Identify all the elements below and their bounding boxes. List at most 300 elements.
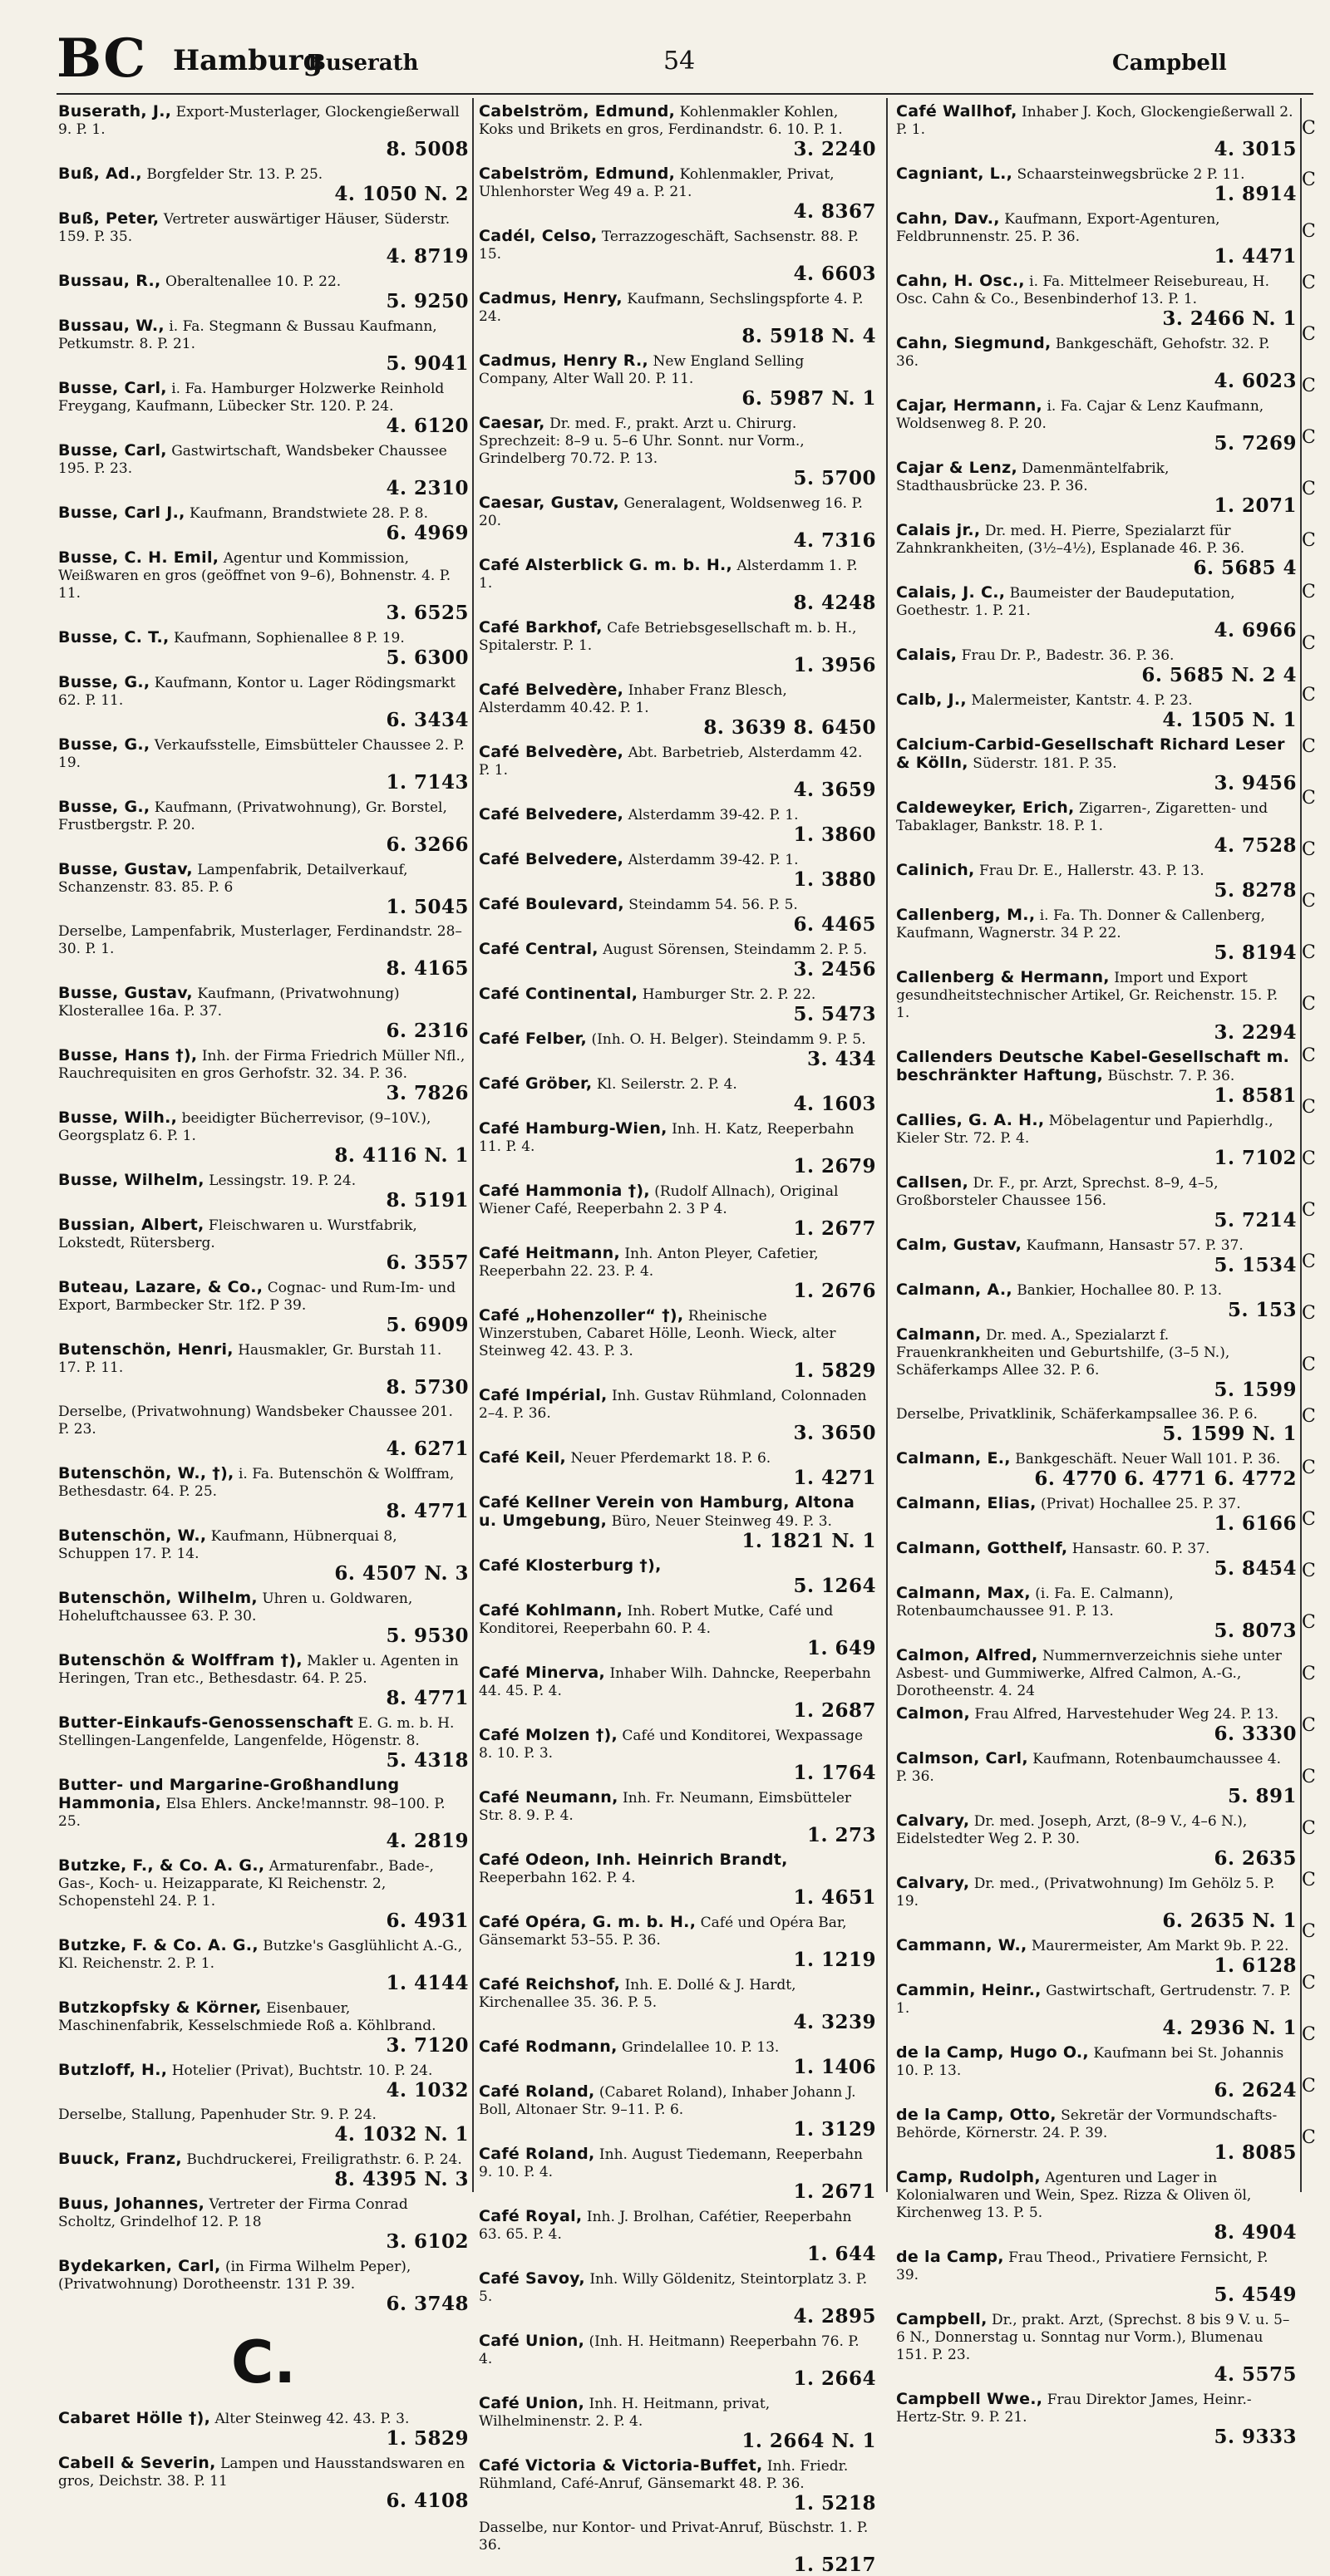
edge-letter: C bbox=[1302, 479, 1316, 499]
entry-text bbox=[479, 1030, 876, 1049]
entry-text bbox=[479, 1602, 876, 1638]
directory-entry bbox=[896, 1585, 1297, 1642]
entry-name: Butzkopfsky & Körner, bbox=[58, 1998, 262, 2017]
entry-name: Cagniant, L., bbox=[896, 165, 1013, 183]
entry-text bbox=[896, 584, 1297, 620]
phone-number: 1. 1219 bbox=[793, 1949, 876, 1971]
entry-text bbox=[58, 1172, 469, 1190]
directory-entry bbox=[58, 1857, 469, 1932]
entry-name: Café Belvedère, bbox=[479, 743, 624, 761]
entry-name: Busse, Carl J., bbox=[58, 504, 185, 522]
directory-entry bbox=[479, 1976, 876, 2033]
phone-number: 5. 5473 bbox=[793, 1003, 876, 1025]
entry-name: Calais jr., bbox=[896, 521, 981, 539]
phone-number: 4. 1032 N. 1 bbox=[334, 2123, 469, 2146]
phone-number: 1. 7102 bbox=[1214, 1147, 1297, 1169]
directory-entry bbox=[58, 629, 469, 669]
entry-text bbox=[58, 2107, 469, 2124]
entry-name: Calmann, bbox=[896, 1325, 982, 1344]
entry-text bbox=[479, 1914, 876, 1949]
entry-text bbox=[479, 290, 876, 326]
entry-details: Büro, Neuer Steinweg 49. P. 3. bbox=[611, 1513, 832, 1530]
entry-details: Inh. Friedr. Rühmland, Café-Anruf, Gänsemarkt 48. P. 36. bbox=[479, 2458, 849, 2492]
phone-number: 1. 3129 bbox=[793, 2118, 876, 2141]
directory-entry bbox=[58, 165, 469, 205]
phone-number: 8. 4248 bbox=[793, 592, 876, 614]
entry-name: Calmann, A., bbox=[896, 1281, 1012, 1299]
column-divider bbox=[472, 98, 474, 2192]
entry-text bbox=[58, 273, 469, 291]
entry-text bbox=[896, 1705, 1297, 1723]
entry-details: Bankgeschäft, Gehofstr. 32. P. 36. bbox=[896, 336, 1270, 370]
directory-entry bbox=[479, 1557, 876, 1597]
entry-name: Callenberg & Hermann, bbox=[896, 968, 1110, 986]
entry-name: Café Barkhof, bbox=[479, 618, 603, 637]
entry-name: Café Keil, bbox=[479, 1448, 567, 1467]
entry-name: Cabelström, Edmund, bbox=[479, 165, 676, 183]
entry-name: Caesar, Gustav, bbox=[479, 494, 620, 512]
entry-details: Kaufmann, Hansastr 57. P. 37. bbox=[1026, 1237, 1244, 1254]
entry-text bbox=[479, 2457, 876, 2493]
directory-entry bbox=[896, 1540, 1297, 1580]
entry-name: Café Union, bbox=[479, 2394, 585, 2412]
phone-number: 6. 5987 N. 1 bbox=[741, 387, 876, 410]
phone-number: 5. 7269 bbox=[1214, 432, 1297, 455]
entry-details: (in Firma Wilhelm Peper), (Privatwohnung) Dorotheenstr. 131 P. 39. bbox=[58, 2259, 411, 2293]
entry-name: de la Camp, Otto, bbox=[896, 2106, 1057, 2124]
directory-entry bbox=[896, 2107, 1297, 2164]
phone-number: 1. 644 bbox=[806, 2243, 876, 2265]
entry-text bbox=[896, 165, 1297, 184]
entry-name: Cadmus, Henry R., bbox=[479, 351, 649, 370]
entry-name: Butenschön & Wolffram †), bbox=[58, 1651, 303, 1669]
phone-number: 3. 6102 bbox=[386, 2230, 469, 2253]
entry-text bbox=[896, 907, 1297, 942]
directory-entry bbox=[896, 1495, 1297, 1535]
phone-number: 5. 9041 bbox=[386, 352, 469, 375]
entry-text bbox=[479, 1494, 876, 1531]
entry-text bbox=[58, 1777, 469, 1831]
phone-number: 1. 3956 bbox=[793, 654, 876, 676]
entry-details: Lampen und Hausstandswaren en gros, Deichstr. 38. P. 11 bbox=[58, 2456, 466, 2490]
edge-letter: C bbox=[1302, 1921, 1316, 1942]
entry-name: Cajar & Lenz, bbox=[896, 459, 1017, 477]
edge-letter: C bbox=[1302, 1664, 1316, 1684]
entry-name: Café Victoria & Victoria-Buffet, bbox=[479, 2456, 763, 2475]
edge-letter: C bbox=[1302, 1767, 1316, 1787]
page-number: 54 bbox=[663, 47, 696, 76]
directory-entry bbox=[479, 1914, 876, 1971]
phone-number: 1. 5829 bbox=[386, 2427, 469, 2450]
phone-number: 8. 5008 bbox=[386, 138, 469, 160]
directory-entry bbox=[896, 522, 1297, 579]
entry-details: Agenturen und Lager in Kolonialwaren und Wein, Spez. Rizza & Oliven öl, Kirchenweg 13. P. 5. bbox=[896, 2170, 1252, 2221]
entry-name: Butenschön, W., †), bbox=[58, 1464, 234, 1482]
entry-details: Abt. Barbetrieb, Alsterdamm 42. P. 1. bbox=[479, 745, 863, 779]
entry-text bbox=[896, 1750, 1297, 1786]
directory-entry bbox=[58, 674, 469, 731]
directory-entry bbox=[896, 1647, 1297, 1700]
directory-entry bbox=[58, 380, 469, 437]
entry-name: Calmon, bbox=[896, 1704, 970, 1723]
entry-name: Butter-Einkaufs-Genossenschaft bbox=[58, 1713, 354, 1732]
phone-number: 6. 3748 bbox=[386, 2293, 469, 2315]
entry-text bbox=[896, 1236, 1297, 1255]
entry-text bbox=[58, 2151, 469, 2169]
entry-details: Inh. E. Dollé & J. Hardt, Kirchenallee 35. 36. P. 5. bbox=[479, 1977, 796, 2011]
phone-number: 8. 4904 bbox=[1214, 2221, 1297, 2244]
directory-entry bbox=[58, 985, 469, 1042]
phone-number: 4. 2310 bbox=[386, 477, 469, 499]
entry-details: Terrazzogeschäft, Sachsenstr. 88. P. 15. bbox=[479, 229, 860, 263]
entry-details: Dr. F., pr. Arzt, Sprechst. 8–9, 4–5, Großborsteler Chaussee 156. bbox=[896, 1175, 1219, 1209]
directory-entry bbox=[479, 2270, 876, 2328]
phone-number: 8. 5918 N. 4 bbox=[741, 325, 876, 347]
entry-text bbox=[896, 2107, 1297, 2142]
directory-entry bbox=[58, 1341, 469, 1399]
directory-entry bbox=[58, 273, 469, 312]
entry-text bbox=[896, 1875, 1297, 1910]
directory-entry bbox=[58, 1172, 469, 1212]
phone-number: 4. 8367 bbox=[793, 200, 876, 223]
phone-number: 5. 1264 bbox=[793, 1575, 876, 1597]
phone-number: 6. 3557 bbox=[386, 1251, 469, 1274]
entry-text bbox=[896, 1937, 1297, 1955]
entry-details: Café und Opéra Bar, Gänsemarkt 53–55. P. 36. bbox=[479, 1915, 847, 1949]
directory-entry bbox=[896, 2044, 1297, 2102]
phone-number: 5. 9250 bbox=[386, 290, 469, 312]
entry-name: Busse, Wilh., bbox=[58, 1109, 178, 1127]
entry-details: Dr. med. F., prakt. Arzt u. Chirurg. Sprechzeit: 8–9 u. 5–6 Uhr. Sonnt. nur Vorm., Grindelberg 70.72. P. 13. bbox=[479, 415, 805, 467]
phone-number: 1. 2664 N. 1 bbox=[741, 2430, 876, 2452]
phone-number: 5. 7214 bbox=[1214, 1209, 1297, 1231]
entry-details: Kohlenmakler Kohlen, Koks und Brikets en gros, Ferdinandstr. 6. 10. P. 1. bbox=[479, 104, 843, 138]
phone-number: 8. 4165 bbox=[386, 957, 469, 980]
entry-text bbox=[58, 674, 469, 710]
edge-letter: C bbox=[1302, 427, 1316, 448]
entry-name: Bydekarken, Carl, bbox=[58, 2257, 221, 2275]
entry-details: New England Selling Company, Alter Wall 20. P. 11. bbox=[479, 353, 805, 387]
entry-text bbox=[479, 744, 876, 779]
entry-name: Calvary, bbox=[896, 1874, 970, 1892]
phone-number: 1. 2664 bbox=[793, 2367, 876, 2390]
entry-details: (Rudolf Allnach), Original Wiener Café, Reeperbahn 2. 3 P 4. bbox=[479, 1183, 839, 1217]
phone-number: 5. 1599 bbox=[1214, 1379, 1297, 1401]
phone-number: 1. 8581 bbox=[1214, 1084, 1297, 1107]
entry-text bbox=[58, 1652, 469, 1688]
phone-number: 3. 7826 bbox=[386, 1082, 469, 1104]
directory-entry bbox=[58, 1527, 469, 1585]
entry-text bbox=[479, 2038, 876, 2057]
entry-text bbox=[479, 1075, 876, 1094]
entry-text bbox=[58, 103, 469, 139]
entry-details: Derselbe, Stallung, Papenhuder Str. 9. P. 24. bbox=[58, 2107, 377, 2123]
directory-entry bbox=[58, 799, 469, 856]
phone-number: 8. 4116 N. 1 bbox=[334, 1144, 469, 1167]
entry-details: Bankier, Hochallee 80. P. 13. bbox=[1017, 1282, 1223, 1299]
phone-number: 1. 1764 bbox=[793, 1762, 876, 1784]
entry-details: Inh. Fr. Neumann, Eimsbütteler Str. 8. 9. P. 4. bbox=[479, 1790, 852, 1824]
entry-text bbox=[479, 165, 876, 201]
entry-details: Oberaltenallee 10. P. 22. bbox=[165, 273, 342, 290]
directory-entry bbox=[896, 273, 1297, 330]
entry-name: Bussau, W., bbox=[58, 317, 165, 335]
directory-entry bbox=[58, 1465, 469, 1522]
entry-text bbox=[479, 1245, 876, 1281]
entry-name: Butzke, F. & Co. A. G., bbox=[58, 1936, 259, 1954]
entry-details: Hotelier (Privat), Buchtstr. 10. P. 24. bbox=[171, 2062, 433, 2079]
directory-entry bbox=[896, 165, 1297, 205]
entry-name: Cadmus, Henry, bbox=[479, 289, 623, 307]
edge-letter: C bbox=[1302, 376, 1316, 396]
phone-number: 6. 2635 N. 1 bbox=[1162, 1910, 1297, 1932]
entry-details: Generalagent, Woldsenweg 16. P. 20. bbox=[479, 495, 863, 529]
phone-number: 6. 4969 bbox=[386, 522, 469, 544]
phone-number: 5. 6300 bbox=[386, 646, 469, 669]
entry-name: Cabaret Hölle †), bbox=[58, 2409, 211, 2427]
entry-details: i. Fa. Hamburger Holzwerke Reinhold Freygang, Kaufmann, Lübecker Str. 120. P. 24. bbox=[58, 381, 445, 415]
phone-number: 6. 3330 bbox=[1214, 1723, 1297, 1745]
entry-text bbox=[58, 861, 469, 897]
phone-number: 6. 4507 N. 3 bbox=[334, 1562, 469, 1585]
phone-number: 8. 4771 bbox=[386, 1500, 469, 1522]
header-rule bbox=[57, 93, 1313, 95]
directory-entry bbox=[58, 1714, 469, 1772]
phone-number: 1. 5829 bbox=[793, 1359, 876, 1382]
phone-number: 4. 6271 bbox=[386, 1438, 469, 1460]
phone-number: 3. 434 bbox=[806, 1048, 876, 1070]
directory-entry bbox=[896, 584, 1297, 642]
entry-text bbox=[58, 985, 469, 1020]
section-initials: BC bbox=[57, 27, 147, 90]
entry-text bbox=[896, 1585, 1297, 1620]
directory-entry bbox=[896, 1705, 1297, 1745]
phone-number: 1. 4651 bbox=[793, 1886, 876, 1909]
directory-entry bbox=[479, 744, 876, 801]
phone-number: 8. 4395 N. 3 bbox=[334, 2168, 469, 2190]
edge-letter: C bbox=[1302, 530, 1316, 551]
phone-number: 6. 4108 bbox=[386, 2490, 469, 2512]
entry-text bbox=[479, 415, 876, 468]
entry-details: Vertreter auswärtiger Häuser, Süderstr. 159. P. 35. bbox=[58, 211, 451, 245]
phone-number: 4. 7316 bbox=[793, 529, 876, 552]
directory-entry bbox=[479, 290, 876, 347]
entry-text bbox=[58, 210, 469, 246]
entry-name: Butenschön, Wilhelm, bbox=[58, 1589, 258, 1607]
entry-text bbox=[58, 1527, 469, 1563]
entry-details: Gastwirtschaft, Wandsbeker Chaussee 195. P. 23. bbox=[58, 443, 447, 477]
phone-number: 3. 2466 N. 1 bbox=[1162, 307, 1297, 330]
edge-letter: C bbox=[1302, 221, 1316, 242]
phone-number: 3. 7120 bbox=[386, 2034, 469, 2057]
edge-letter: C bbox=[1302, 1561, 1316, 1581]
entry-name: Butzke, F., & Co. A. G., bbox=[58, 1856, 265, 1875]
phone-number: 1. 2671 bbox=[793, 2180, 876, 2203]
entry-details: Inh. der Firma Friedrich Müller Nfl., Rauchrequisiten en gros Gerhofstr. 32. 34. P. 36. bbox=[58, 1048, 466, 1082]
entry-text bbox=[58, 1714, 469, 1750]
phone-number: 3. 6525 bbox=[386, 602, 469, 624]
entry-text bbox=[896, 1049, 1297, 1085]
entry-name: Café Savoy, bbox=[479, 2269, 585, 2288]
directory-entry bbox=[58, 1217, 469, 1274]
phone-number: 5. 8194 bbox=[1214, 941, 1297, 964]
last-guide-word: Campbell bbox=[1112, 51, 1227, 76]
entry-name: Café Kellner Verein von Hamburg, Altona u. Umgebung, bbox=[479, 1493, 855, 1530]
directory-entry bbox=[479, 1120, 876, 1177]
entry-name: Busse, C. T., bbox=[58, 628, 170, 646]
directory-entry bbox=[896, 1049, 1297, 1107]
entry-details: Inh. Anton Pleyer, Cafetier, Reeperbahn 22. 23. P. 4. bbox=[479, 1246, 819, 1280]
entry-details: Inh. H. Katz, Reeperbahn 11. P. 4. bbox=[479, 1121, 855, 1155]
entry-details: Steindamm 54. 56. P. 5. bbox=[628, 897, 798, 913]
edge-letter: C bbox=[1302, 1200, 1316, 1221]
entry-details: Export-Musterlager, Glockengießerwall 9. P. 1. bbox=[58, 104, 460, 138]
phone-number: 1. 6166 bbox=[1214, 1512, 1297, 1535]
entry-text bbox=[58, 799, 469, 834]
entry-details: Derselbe, Privatklinik, Schäferkampsallee 36. P. 6. bbox=[896, 1406, 1258, 1423]
directory-entry bbox=[896, 1750, 1297, 1807]
phone-number: 1. 3880 bbox=[793, 868, 876, 891]
phone-number: 5. 1534 bbox=[1214, 1254, 1297, 1276]
directory-entry bbox=[479, 2083, 876, 2141]
entry-text bbox=[58, 1999, 469, 2035]
entry-text bbox=[58, 1937, 469, 1973]
directory-entry bbox=[896, 1875, 1297, 1932]
phone-number: 3. 2240 bbox=[793, 138, 876, 160]
edge-letter: C bbox=[1302, 1612, 1316, 1633]
directory-entry bbox=[58, 1777, 469, 1852]
entry-details: i. Fa. Stegmann & Bussau Kaufmann, Petkumstr. 8. P. 21. bbox=[58, 318, 437, 352]
entry-details: Borgfelder Str. 13. P. 25. bbox=[146, 166, 323, 183]
phone-number: 5. 6909 bbox=[386, 1314, 469, 1336]
phone-number: 1. 4471 bbox=[1214, 245, 1297, 268]
entry-details: Rheinische Winzerstuben, Cabaret Hölle, Leonh. Wieck, alter Steinweg 42. 43. P. 3. bbox=[479, 1308, 836, 1359]
entry-text bbox=[58, 1109, 469, 1145]
phone-number: 4. 3659 bbox=[793, 779, 876, 801]
phone-number: 4. 6023 bbox=[1214, 370, 1297, 392]
entry-details: Kaufmann, Rotenbaumchaussee 4. P. 36. bbox=[896, 1751, 1282, 1785]
entry-name: Busse, Gustav, bbox=[58, 860, 193, 878]
entry-text bbox=[58, 2258, 469, 2293]
phone-number: 1. 8085 bbox=[1214, 2141, 1297, 2164]
edge-letter: C bbox=[1302, 1148, 1316, 1169]
entry-name: Buß, Ad., bbox=[58, 165, 142, 183]
directory-entry bbox=[479, 2519, 876, 2576]
directory-entry bbox=[479, 2208, 876, 2265]
entry-text bbox=[896, 799, 1297, 835]
entry-text bbox=[479, 352, 876, 388]
directory-entry bbox=[479, 1789, 876, 1846]
entry-name: Calinich, bbox=[896, 861, 975, 879]
entry-text bbox=[479, 557, 876, 592]
directory-entry bbox=[58, 1652, 469, 1709]
entry-text bbox=[58, 1404, 469, 1438]
entry-name: Café Union, bbox=[479, 2332, 585, 2350]
directory-entry bbox=[896, 1281, 1297, 1321]
entry-name: Butzloff, H., bbox=[58, 2061, 168, 2079]
phone-number: 5. 8073 bbox=[1214, 1620, 1297, 1642]
directory-entry bbox=[58, 504, 469, 544]
phone-number: 4. 8719 bbox=[386, 245, 469, 268]
entry-details: i. Fa. Butenschön & Wolffram, Bethesdastr. 64. P. 25. bbox=[58, 1466, 455, 1500]
phone-number: 1. 5218 bbox=[793, 2492, 876, 2515]
page-header bbox=[57, 27, 1227, 90]
entry-text bbox=[896, 1647, 1297, 1700]
entry-text bbox=[479, 681, 876, 717]
phone-number: 6. 5685 4 bbox=[1193, 557, 1297, 579]
entry-name: Cahn, H. Osc., bbox=[896, 272, 1025, 290]
phone-number: 1. 4144 bbox=[386, 1972, 469, 1994]
phone-number: 4. 2895 bbox=[793, 2305, 876, 2328]
entry-name: Café Roland, bbox=[479, 2145, 595, 2163]
phone-number: 1. 649 bbox=[806, 1637, 876, 1659]
phone-number: 4. 2936 N. 1 bbox=[1162, 2017, 1297, 2039]
entry-text bbox=[58, 2062, 469, 2080]
entry-details: Inhaber Franz Blesch, Alsterdamm 40.42. P. 1. bbox=[479, 682, 787, 716]
entry-details: (Inh. H. Heitmann) Reeperbahn 76. P. 4. bbox=[479, 2333, 860, 2367]
entry-text bbox=[896, 1495, 1297, 1513]
entry-details: Agentur und Kommission, Weißwaren en gros (geöffnet von 9–6), Bohnenstr. 4. P. 11. bbox=[58, 550, 451, 602]
entry-text bbox=[896, 335, 1297, 371]
entry-text bbox=[896, 273, 1297, 308]
phone-number: 4. 1050 N. 2 bbox=[334, 183, 469, 205]
entry-details: Fleischwaren u. Wurstfabrik, Lokstedt, Rütersberg. bbox=[58, 1217, 417, 1251]
entry-details: August Sörensen, Steindamm 2. P. 5. bbox=[603, 941, 868, 958]
directory-entry bbox=[479, 2395, 876, 2452]
directory-entry bbox=[479, 941, 876, 981]
edge-letter: C bbox=[1302, 788, 1316, 809]
directory-entry bbox=[58, 2258, 469, 2315]
directory-entry bbox=[479, 228, 876, 285]
entry-name: Callenberg, M., bbox=[896, 906, 1036, 924]
entry-details: Damenmäntelfabrik, Stadthausbrücke 23. P. 36. bbox=[896, 460, 1170, 494]
entry-details: Bankgeschäft. Neuer Wall 101. P. 36. bbox=[1015, 1451, 1281, 1467]
directory-entry bbox=[479, 851, 876, 891]
edge-letter: C bbox=[1302, 170, 1316, 190]
entry-name: Buteau, Lazare, & Co., bbox=[58, 1278, 264, 1296]
entry-details: Zigarren-, Zigaretten- und Tabaklager, Bankstr. 18. P. 1. bbox=[896, 800, 1268, 834]
directory-entry bbox=[58, 442, 469, 499]
directory-entry bbox=[896, 1326, 1297, 1401]
entry-details: Sekretär der Vormundschafts-Behörde, Körnerstr. 24. P. 39. bbox=[896, 2107, 1278, 2141]
entry-name: Café Reichshof, bbox=[479, 1975, 621, 1993]
entry-name: Café Continental, bbox=[479, 985, 638, 1003]
directory-entry bbox=[896, 210, 1297, 268]
directory-entry bbox=[479, 1307, 876, 1382]
entry-name: Calvary, bbox=[896, 1812, 970, 1830]
entry-text bbox=[479, 1727, 876, 1762]
entry-text bbox=[479, 941, 876, 959]
entry-text bbox=[58, 317, 469, 353]
edge-letter: C bbox=[1302, 1354, 1316, 1375]
entry-name: Calcium-Carbid-Gesellschaft Richard Leser & Kölln, bbox=[896, 735, 1285, 772]
entry-details: Nummernverzeichnis siehe unter Asbest- und Gummiwerke, Alfred Calmon, A.-G., Dorotheenstr. 4. 24 bbox=[896, 1648, 1282, 1699]
entry-details: Inhaber J. Koch, Glockengießerwall 2. P. 1. bbox=[896, 104, 1293, 138]
entry-name: Bussian, Albert, bbox=[58, 1216, 204, 1234]
entry-details: Kl. Seilerstr. 2. P. 4. bbox=[596, 1076, 737, 1093]
entry-details: Malermeister, Kantstr. 4. P. 23. bbox=[971, 692, 1193, 709]
entry-text bbox=[896, 646, 1297, 665]
edge-letter: C bbox=[1302, 1251, 1316, 1272]
phone-number: 5. 891 bbox=[1227, 1785, 1297, 1807]
directory-entry bbox=[479, 1387, 876, 1444]
entry-text bbox=[479, 228, 876, 263]
directory-entry bbox=[58, 210, 469, 268]
phone-number: 5. 4549 bbox=[1214, 2283, 1297, 2306]
phone-number: 5. 4318 bbox=[386, 1749, 469, 1772]
entry-details: (Privat) Hochallee 25. P. 37. bbox=[1041, 1496, 1241, 1512]
edge-letter: C bbox=[1302, 1973, 1316, 1993]
